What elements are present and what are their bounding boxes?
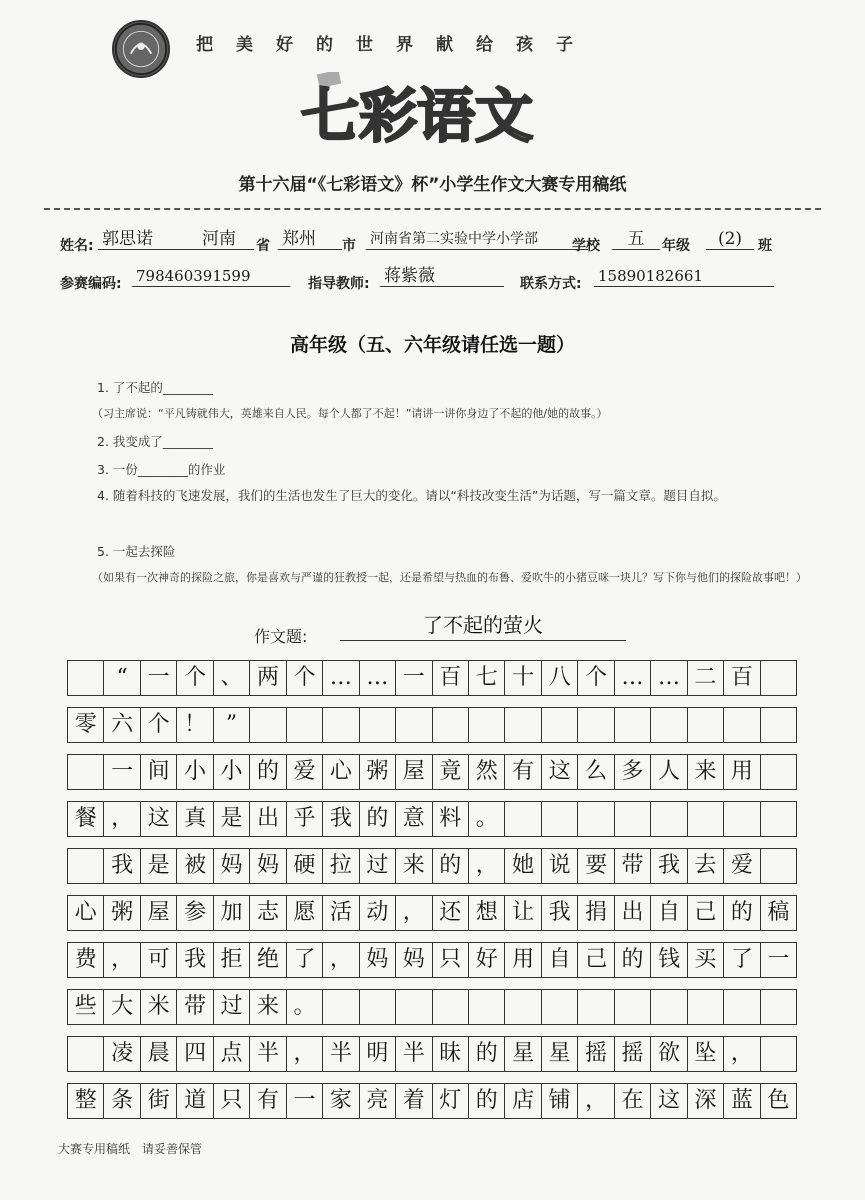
grid-cell xyxy=(578,708,614,742)
grid-cell: 个 xyxy=(578,661,614,695)
grid-cell: 绝 xyxy=(250,943,286,977)
grid-cell xyxy=(761,661,797,695)
grid-cell xyxy=(615,708,651,742)
grid-cell: 志 xyxy=(250,896,286,930)
grid-cell: 是 xyxy=(141,849,177,883)
grid-cell: … xyxy=(323,661,359,695)
grid-cell: 我 xyxy=(323,802,359,836)
grid-cell: 两 xyxy=(250,661,286,695)
grid-cell xyxy=(68,661,104,695)
grid-cell: 屋 xyxy=(141,896,177,930)
grid-cell xyxy=(761,708,797,742)
grid-cell xyxy=(651,802,687,836)
grid-cell xyxy=(688,802,724,836)
grid-cell: 带 xyxy=(615,849,651,883)
grid-cell: 四 xyxy=(177,1037,213,1071)
grid-cell xyxy=(68,755,104,789)
grid-cell: 整 xyxy=(68,1084,104,1118)
grid-row xyxy=(67,754,797,790)
grid-cell: 百 xyxy=(724,661,760,695)
grid-cell: 街 xyxy=(141,1084,177,1118)
grid-cell: 说 xyxy=(542,849,578,883)
grid-cell xyxy=(761,755,797,789)
essay-grid[interactable] xyxy=(67,660,797,1130)
grid-cell: 硬 xyxy=(287,849,323,883)
grid-cell: ， xyxy=(578,1084,614,1118)
grid-cell: 半 xyxy=(323,1037,359,1071)
grid-cell: 的 xyxy=(469,1084,505,1118)
grid-cell xyxy=(505,802,541,836)
entry-code-field[interactable]: 7984603915​99 xyxy=(132,266,290,287)
grid-cell: 小 xyxy=(177,755,213,789)
grid-cell: 摇 xyxy=(578,1037,614,1071)
grid-cell: 坠 xyxy=(688,1037,724,1071)
grid-cell: 了 xyxy=(287,943,323,977)
grid-cell xyxy=(68,849,104,883)
grid-cell: 己 xyxy=(578,943,614,977)
grid-cell: 这 xyxy=(141,802,177,836)
grid-cell: “ xyxy=(104,661,140,695)
grid-cell xyxy=(469,708,505,742)
grid-cell: 来 xyxy=(688,755,724,789)
grid-cell: 一 xyxy=(396,661,432,695)
prompt-1-note: （习主席说：“平凡铸就伟大，英雄来自人民。每个人都了不起！”请讲一讲你身边了不起的他/她的故事。） xyxy=(92,407,608,420)
grid-cell: 然 xyxy=(469,755,505,789)
prompt-5: 5. 一起去探险 xyxy=(97,544,176,559)
grid-cell xyxy=(433,708,469,742)
grid-cell xyxy=(761,1037,797,1071)
grid-row xyxy=(67,660,797,696)
prompt-2: 2. 我变成了________ xyxy=(97,434,213,449)
grid-cell: 灯 xyxy=(433,1084,469,1118)
grid-cell: 星 xyxy=(542,1037,578,1071)
grid-cell xyxy=(287,708,323,742)
grid-cell: 妈 xyxy=(396,943,432,977)
grid-cell xyxy=(688,990,724,1024)
grid-cell: … xyxy=(615,661,651,695)
grid-cell: 只 xyxy=(214,1084,250,1118)
logo-text: 七彩语文 xyxy=(300,82,534,150)
grid-cell: 家 xyxy=(323,1084,359,1118)
grid-cell: 意 xyxy=(396,802,432,836)
grid-cell: 色 xyxy=(761,1084,797,1118)
grid-cell: 铺 xyxy=(542,1084,578,1118)
grid-cell: 要 xyxy=(578,849,614,883)
grid-cell: 参 xyxy=(177,896,213,930)
grid-cell: 一 xyxy=(104,755,140,789)
grid-cell: 这 xyxy=(542,755,578,789)
grid-cell: 的 xyxy=(360,802,396,836)
grid-cell: ！ xyxy=(177,708,213,742)
topic-field[interactable]: 了不起的萤火 xyxy=(340,610,626,641)
grid-cell: 个 xyxy=(177,661,213,695)
grid-cell: 二 xyxy=(688,661,724,695)
grid-cell: 半 xyxy=(396,1037,432,1071)
topic-label: 作文题: xyxy=(254,627,308,646)
grid-cell: 十 xyxy=(505,661,541,695)
grid-cell: 竟 xyxy=(433,755,469,789)
grid-cell: 料 xyxy=(433,802,469,836)
grid-cell: 心 xyxy=(68,896,104,930)
grid-cell: 晨 xyxy=(141,1037,177,1071)
school-label: 学校 xyxy=(572,238,600,254)
grid-cell: 大 xyxy=(104,990,140,1024)
grid-cell: 着 xyxy=(396,1084,432,1118)
grid-cell: 六 xyxy=(104,708,140,742)
grid-cell: 捐 xyxy=(578,896,614,930)
grid-cell: 妈 xyxy=(360,943,396,977)
prompt-5-note: （如果有一次神奇的探险之旅，你是喜欢与严谨的狂教授一起，还是希望与热血的布鲁、爱吹牛的小猪豆咪一块儿？写下你与他们的探险故事吧！） xyxy=(92,571,807,584)
teacher-label: 指导教师: xyxy=(308,276,370,292)
grid-cell xyxy=(433,990,469,1024)
grid-cell: 带 xyxy=(177,990,213,1024)
grid-cell: 被 xyxy=(177,849,213,883)
grid-cell xyxy=(323,708,359,742)
grid-cell: 让 xyxy=(505,896,541,930)
grid-cell: 深 xyxy=(688,1084,724,1118)
grid-cell: 点 xyxy=(214,1037,250,1071)
grid-cell: ， xyxy=(287,1037,323,1071)
grid-cell: 是 xyxy=(214,802,250,836)
grid-cell: 加 xyxy=(214,896,250,930)
grid-cell xyxy=(505,708,541,742)
grid-cell: 摇 xyxy=(615,1037,651,1071)
grid-cell: 去 xyxy=(688,849,724,883)
grid-cell: 我 xyxy=(651,849,687,883)
grid-cell: ， xyxy=(724,1037,760,1071)
grid-cell: 了 xyxy=(724,943,760,977)
grid-cell: 心 xyxy=(323,755,359,789)
grid-row xyxy=(67,801,797,837)
grid-cell: 我 xyxy=(177,943,213,977)
grid-cell: 些 xyxy=(68,990,104,1024)
grid-row xyxy=(67,989,797,1025)
grid-cell: 的 xyxy=(433,849,469,883)
grid-cell: 半 xyxy=(250,1037,286,1071)
class-label: 班 xyxy=(758,238,772,254)
grid-cell: 间 xyxy=(141,755,177,789)
grid-cell: 她 xyxy=(505,849,541,883)
grid-cell: ， xyxy=(104,943,140,977)
grid-cell xyxy=(542,802,578,836)
grid-row xyxy=(67,707,797,743)
grid-cell xyxy=(469,990,505,1024)
grid-cell: 己 xyxy=(688,896,724,930)
grid-cell xyxy=(250,708,286,742)
grid-cell xyxy=(578,990,614,1024)
grid-cell: 条 xyxy=(104,1084,140,1118)
grid-cell xyxy=(542,708,578,742)
grid-cell: 过 xyxy=(360,849,396,883)
school-field[interactable]: 河南省第二实验中学小学部 xyxy=(366,229,588,250)
grid-cell: 活 xyxy=(323,896,359,930)
contest-title: 第十六届“《七彩语文》杯”小学生作文大赛专用稿纸 xyxy=(238,175,627,195)
grid-cell: 来 xyxy=(396,849,432,883)
grid-cell: 星 xyxy=(505,1037,541,1071)
grid-cell xyxy=(505,990,541,1024)
grid-row xyxy=(67,942,797,978)
grid-cell: 屋 xyxy=(396,755,432,789)
dashed-divider xyxy=(44,208,821,210)
grid-cell: 个 xyxy=(287,661,323,695)
grid-cell: 粥 xyxy=(360,755,396,789)
contest-seal-icon xyxy=(112,20,170,78)
class-field[interactable]: (2) xyxy=(706,229,754,250)
grid-row xyxy=(67,848,797,884)
grade-label: 年级 xyxy=(662,238,690,254)
grid-cell xyxy=(578,802,614,836)
grid-cell: 七 xyxy=(469,661,505,695)
grid-cell xyxy=(688,708,724,742)
grid-cell: 我 xyxy=(104,849,140,883)
name-label: 姓名: xyxy=(60,238,94,254)
grid-cell: 一 xyxy=(761,943,797,977)
grid-cell: 出 xyxy=(250,802,286,836)
grid-cell: 有 xyxy=(250,1084,286,1118)
grid-cell xyxy=(724,802,760,836)
grid-cell: 自 xyxy=(651,896,687,930)
grid-cell: 稿 xyxy=(761,896,797,930)
grid-cell: 在 xyxy=(615,1084,651,1118)
grid-cell: 我 xyxy=(542,896,578,930)
grid-cell: 出 xyxy=(615,896,651,930)
grid-cell: 百 xyxy=(433,661,469,695)
city-label: 市 xyxy=(342,238,356,254)
grid-cell: 粥 xyxy=(104,896,140,930)
grid-cell xyxy=(360,708,396,742)
grid-cell: 可 xyxy=(141,943,177,977)
grid-cell: 爱 xyxy=(287,755,323,789)
grid-cell: 八 xyxy=(542,661,578,695)
name-field[interactable]: 郭思诺 xyxy=(98,229,198,250)
grid-cell: 昧 xyxy=(433,1037,469,1071)
grid-cell: ， xyxy=(104,802,140,836)
grid-cell: 真 xyxy=(177,802,213,836)
grid-cell: 妈 xyxy=(214,849,250,883)
section-title: 高年级（五、六年级请任选一题） xyxy=(289,334,575,356)
grid-cell: 动 xyxy=(360,896,396,930)
grid-cell xyxy=(396,990,432,1024)
grid-cell xyxy=(651,990,687,1024)
entry-code-label: 参赛编码: xyxy=(60,276,122,292)
grid-cell: … xyxy=(360,661,396,695)
grid-cell: 个 xyxy=(141,708,177,742)
grid-cell: 欲 xyxy=(651,1037,687,1071)
grid-cell: 过 xyxy=(214,990,250,1024)
header-slogan: 把美好的世界献给孩子 xyxy=(196,35,596,55)
grid-cell: 好 xyxy=(469,943,505,977)
grid-cell: 爱 xyxy=(724,849,760,883)
qicai-yuwen-logo xyxy=(282,72,552,152)
grid-row xyxy=(67,1083,797,1119)
grid-cell: 道 xyxy=(177,1084,213,1118)
grid-cell: 拉 xyxy=(323,849,359,883)
grid-cell: 凌 xyxy=(104,1037,140,1071)
teacher-field[interactable]: 蒋紫薇 xyxy=(380,266,504,287)
grid-cell: 妈 xyxy=(250,849,286,883)
prompt-1: 1. 了不起的________ xyxy=(97,380,213,395)
grid-cell: ， xyxy=(323,943,359,977)
grid-cell: 一 xyxy=(141,661,177,695)
grid-cell: 有 xyxy=(505,755,541,789)
grid-cell: 的 xyxy=(615,943,651,977)
contact-field[interactable]: 15890182661 xyxy=(594,266,774,287)
grid-cell: 只 xyxy=(433,943,469,977)
grid-row xyxy=(67,1036,797,1072)
grid-row xyxy=(67,895,797,931)
grid-cell: 买 xyxy=(688,943,724,977)
grade-field[interactable]: 五 xyxy=(612,229,660,250)
grid-cell: 一 xyxy=(287,1084,323,1118)
grid-cell: 拒 xyxy=(214,943,250,977)
grid-cell: 、 xyxy=(214,661,250,695)
grid-cell xyxy=(724,990,760,1024)
grid-cell: 的 xyxy=(469,1037,505,1071)
prompt-4: 4. 随着科技的飞速发展，我们的生活也发生了巨大的变化。请以“科技改变生活”为话题，写一篇文章。题目自拟。 xyxy=(97,488,726,503)
grid-cell: 么 xyxy=(578,755,614,789)
grid-cell xyxy=(761,849,797,883)
grid-cell: … xyxy=(651,661,687,695)
grid-cell xyxy=(360,990,396,1024)
grid-cell: 用 xyxy=(505,943,541,977)
grid-cell: 想 xyxy=(469,896,505,930)
grid-cell: 自 xyxy=(542,943,578,977)
province-label: 省 xyxy=(256,238,270,254)
grid-cell: 零 xyxy=(68,708,104,742)
grid-cell: 乎 xyxy=(287,802,323,836)
grid-cell: 人 xyxy=(651,755,687,789)
grid-cell xyxy=(396,708,432,742)
province-field[interactable]: 河南 xyxy=(198,229,254,250)
grid-cell: 亮 xyxy=(360,1084,396,1118)
grid-cell xyxy=(615,802,651,836)
grid-cell: 餐 xyxy=(68,802,104,836)
grid-cell xyxy=(542,990,578,1024)
grid-cell: 这 xyxy=(651,1084,687,1118)
grid-cell: ， xyxy=(396,896,432,930)
grid-cell: 还 xyxy=(433,896,469,930)
contact-label: 联系方式: xyxy=(520,276,582,292)
grid-cell: 的 xyxy=(250,755,286,789)
grid-cell xyxy=(761,802,797,836)
grid-cell: 来 xyxy=(250,990,286,1024)
footer-note: 大赛专用稿纸 请妥善保管 xyxy=(58,1142,203,1156)
city-field[interactable]: 郑州 xyxy=(278,229,342,250)
grid-cell xyxy=(68,1037,104,1071)
grid-cell: ” xyxy=(214,708,250,742)
grid-cell xyxy=(651,708,687,742)
grid-cell: 用 xyxy=(724,755,760,789)
grid-cell: ， xyxy=(469,849,505,883)
grid-cell: 钱 xyxy=(651,943,687,977)
grid-cell: 明 xyxy=(360,1037,396,1071)
grid-cell: 多 xyxy=(615,755,651,789)
grid-cell: 蓝 xyxy=(724,1084,760,1118)
grid-cell: 米 xyxy=(141,990,177,1024)
grid-cell: 愿 xyxy=(287,896,323,930)
grid-cell xyxy=(724,708,760,742)
grid-cell xyxy=(761,990,797,1024)
grid-cell: 小 xyxy=(214,755,250,789)
grid-cell xyxy=(615,990,651,1024)
grid-cell: 。 xyxy=(287,990,323,1024)
grid-cell xyxy=(323,990,359,1024)
grid-cell: 。 xyxy=(469,802,505,836)
prompt-3: 3. 一份________的作业 xyxy=(97,462,226,477)
grid-cell: 店 xyxy=(505,1084,541,1118)
grid-cell: 费 xyxy=(68,943,104,977)
grid-cell: 的 xyxy=(724,896,760,930)
